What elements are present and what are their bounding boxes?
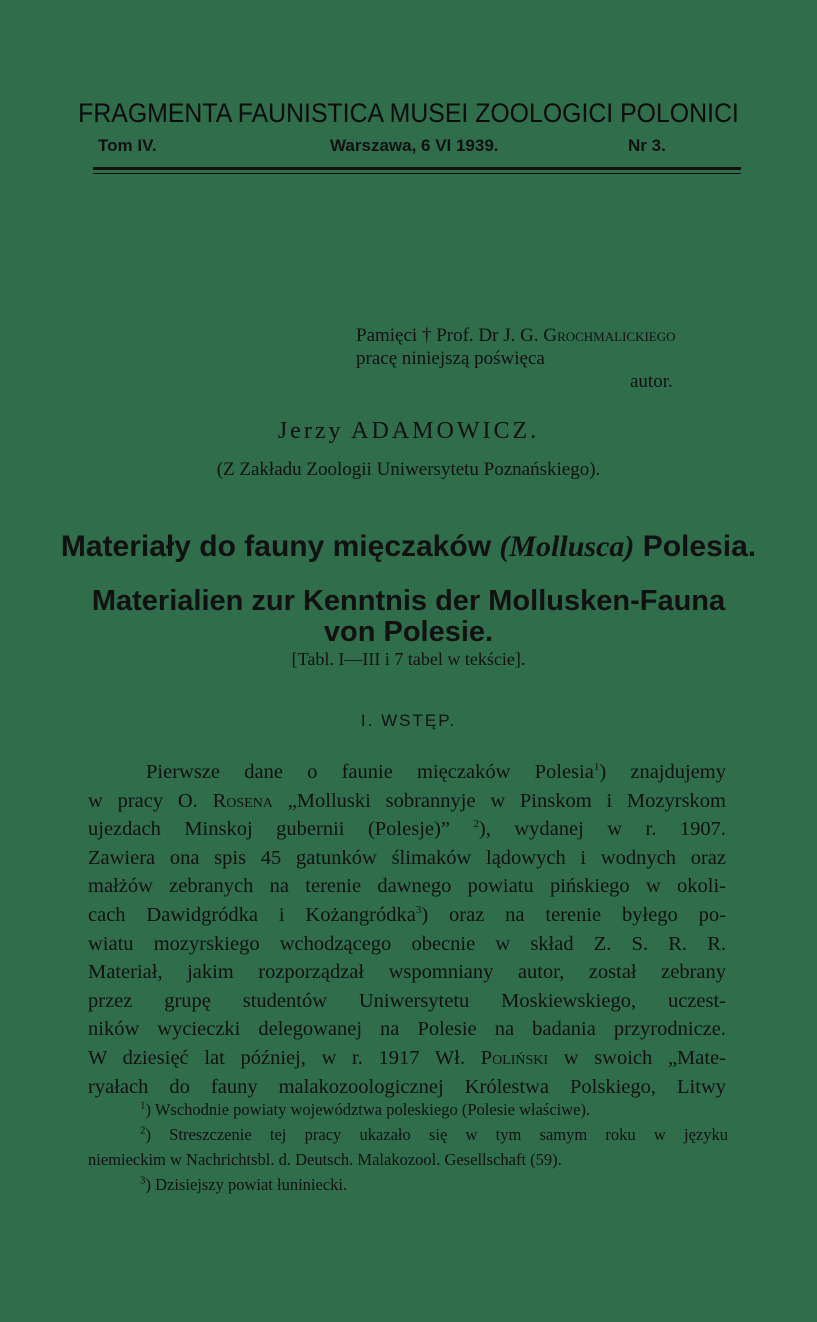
tables-note: [Tabl. I—III i 7 tabel w tekście].: [291, 649, 526, 669]
author-ref: Rosena: [212, 789, 273, 812]
author-ref: Poliński: [480, 1046, 549, 1069]
text-run: ) oraz na terenie byłego po-: [421, 903, 726, 926]
text-run: w swoich „Mate-: [548, 1046, 726, 1069]
footnote-number: 1: [140, 1099, 146, 1112]
body-line: [88, 815, 726, 844]
text-run: Pierwsze dane o faunie mięczaków Polesia: [146, 761, 594, 783]
section-heading: I. WSTĘP.: [360, 711, 457, 730]
footnote-3: [88, 1172, 728, 1197]
title-polish: [0, 530, 817, 564]
author-name: Jerzy ADAMOWICZ.: [277, 418, 540, 444]
body-line: ryałach do fauny malakozoologicznej Królestwa Polskiego, Litwy: [88, 1075, 726, 1098]
journal-title: FRAGMENTA FAUNISTICA MUSEI ZOOLOGICI POLONICI: [78, 98, 739, 128]
text-run: ), wydanej w r. 1907.: [478, 818, 726, 841]
dedication-line-3: autor.: [630, 371, 673, 392]
text-run: ujezdach Minskoj gubernii (Polesje)”: [88, 818, 474, 841]
text-run: W dziesięć lat później, w r. 1917 Wł.: [88, 1046, 481, 1069]
footnotes: [88, 1097, 728, 1197]
header-rule-thick: [93, 167, 741, 170]
body-line: małżów zebranych na terenie dawnego powiatu pińskiego w okoli-: [88, 875, 726, 898]
body-line: przez grupę studentów Uniwersytetu Moskiewskiego, uczest-: [88, 989, 726, 1012]
body-line: [88, 901, 726, 930]
body-line: wiatu mozyrskiego wchodzącego obecnie w skład Z. S. R. R.: [88, 932, 726, 955]
footnote-1: [88, 1097, 728, 1122]
volume-label: Tom IV.: [98, 136, 157, 155]
title-polish-taxon: (Mollusca): [499, 530, 635, 563]
footnote-ref: 2: [473, 818, 479, 831]
header-rule-thin: [93, 173, 741, 174]
body-line: [88, 1044, 726, 1073]
title-german-line-1: Materialien zur Kenntnis der Mollusken-Fauna: [91, 585, 726, 617]
title-polish-part-2: Polesia.: [634, 530, 757, 563]
footnote-text: ) Streszczenie tej pracy ukazało się w tym samym roku w języku: [145, 1125, 728, 1144]
footnote-text: ) Dzisiejszy powiat łuniniecki.: [145, 1175, 348, 1194]
text-run: cach Dawidgródka i Kożangródka: [88, 903, 416, 926]
text-run: ) znajdujemy: [599, 761, 726, 783]
text-run: w pracy O.: [88, 789, 213, 812]
footnote-number: 2: [140, 1124, 146, 1137]
footnote-ref: 1: [593, 761, 600, 774]
body-line: Zawiera ona spis 45 gatunków ślimaków lądowych i wodnych oraz: [88, 846, 726, 869]
dedication-line-2: pracę niniejszą poświęca: [356, 348, 545, 369]
institution: (Z Zakładu Zoologii Uniwersytetu Poznańskiego).: [216, 459, 601, 480]
dedication-prefix: Pamięci † Prof. Dr J. G.: [356, 325, 544, 346]
footnote-2-cont: niemieckim w Nachrichtsbl. d. Deutsch. Malakozool. Gesellschaft (59).: [88, 1150, 562, 1169]
dedication-name: Grochmalickiego: [543, 325, 676, 346]
footnote-2: [88, 1122, 728, 1147]
body-text: [88, 758, 726, 1101]
body-line: Materiał, jakim rozporządzał wspomniany autor, został zebrany: [88, 961, 726, 984]
body-line: ników wycieczki delegowanej na Polesie na badania przyrodnicze.: [88, 1018, 726, 1041]
title-polish-part-1: Materiały do fauny mięczaków: [60, 530, 500, 563]
body-line: [88, 758, 726, 787]
text-run: „Molluski sobrannyje w Pinskom i Mozyrskom: [272, 789, 726, 812]
footnote-text: ) Wschodnie powiaty województwa poleskiego (Polesie właściwe).: [145, 1100, 591, 1119]
body-line: [88, 787, 726, 816]
title-german-line-2: von Polesie.: [323, 616, 494, 648]
footnote-ref: 3: [415, 904, 422, 917]
dedication-line-1: [356, 325, 676, 347]
issue-number: Nr 3.: [628, 136, 666, 155]
footnote-number: 3: [140, 1174, 146, 1187]
issue-date: Warszawa, 6 VI 1939.: [330, 136, 499, 155]
issue-info-row: [0, 136, 817, 160]
